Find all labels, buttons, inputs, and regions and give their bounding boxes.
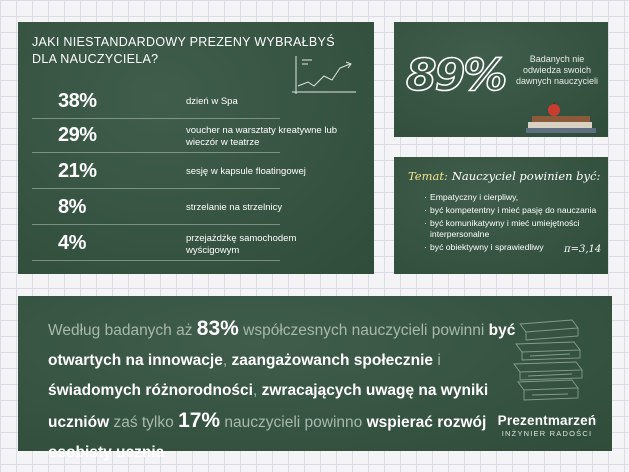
survey-question-line1: JAKI NIESTANDARDOWY PREZENY WYBRAŁBYŚ (32, 35, 335, 49)
summary-text-part: i (433, 352, 441, 369)
books-apple-icon (524, 102, 604, 134)
chalk-underline (32, 152, 280, 153)
summary-text-part: nauczycieli powinno (220, 414, 367, 431)
summary-highlight: być otwartych na innowacje (48, 322, 516, 369)
summary-highlight: wspierać rozwój osobisty ucznia (48, 414, 487, 461)
survey-panel (18, 22, 374, 274)
survey-label: voucher na warsztaty kreatywne lub wieczór w teatrze (186, 125, 338, 148)
stat-panel (394, 22, 608, 137)
brand-tagline: INŻYNIER RADOŚCI (501, 429, 593, 438)
summary-text-part: Według badanych aż (48, 322, 197, 339)
summary-percent-17: 17% (178, 409, 221, 432)
summary-text-part: współczesnych nauczycieli powinni (238, 322, 489, 339)
survey-percent: 4% (58, 232, 86, 254)
chalk-underline (32, 260, 280, 261)
summary-text-part: , (222, 352, 232, 369)
summary-text (48, 314, 518, 468)
survey-percent: 8% (58, 196, 86, 218)
survey-percent: 29% (58, 124, 97, 146)
topic-heading (408, 169, 600, 183)
summary-highlight: zwracających uwagę na wyniki uczniów (48, 382, 489, 431)
chalk-underline (32, 224, 280, 225)
summary-text-part: , (252, 382, 262, 399)
topic-panel (394, 157, 608, 274)
summary-panel (18, 296, 612, 461)
summary-highlight: świadomych różnorodności (48, 382, 253, 399)
chalk-underline (32, 118, 280, 119)
stat-text: Badanych nie odwiedza swoich dawnych nauczycieli (515, 54, 599, 86)
chalk-graph-icon (288, 52, 360, 100)
summary-percent-83: 83% (196, 317, 239, 340)
survey-percent: 21% (58, 160, 97, 182)
books-sketch-icon (510, 316, 590, 404)
survey-label: dzień w Spa (186, 96, 238, 107)
list-item: · być komunikatywny i mieć umiejętności interpersonalne (424, 218, 602, 240)
list-item: · być kompetentny i mieć pasję do nauczania (424, 205, 602, 216)
survey-label: przejażdżkę samochodem wyścigowym (186, 233, 297, 256)
list-item: · być obiektywny i sprawiedliwy (424, 242, 602, 253)
topic-prefix: Temat: (408, 169, 448, 183)
survey-percent: 38% (58, 90, 97, 112)
survey-question-line2: DLA NAUCZYCIELA? (32, 52, 159, 66)
brand-name: Prezentmarzeń (497, 413, 597, 428)
summary-text-part: zaś tylko (109, 414, 179, 431)
list-item: · Empatyczny i cierpliwy, (424, 192, 602, 203)
survey-label: strzelanie na strzelnicy (186, 202, 283, 213)
chalk-underline (32, 188, 280, 189)
brand-logo (492, 413, 602, 438)
stat-value: 89% (406, 50, 506, 101)
pi-formula: π=3,14 (564, 244, 602, 255)
survey-label: sesję w kapsule floatingowej (186, 166, 306, 177)
topic-title: Nauczyciel powinien być: (451, 169, 601, 183)
summary-highlight: zaangażowanch społecznie (231, 352, 434, 369)
